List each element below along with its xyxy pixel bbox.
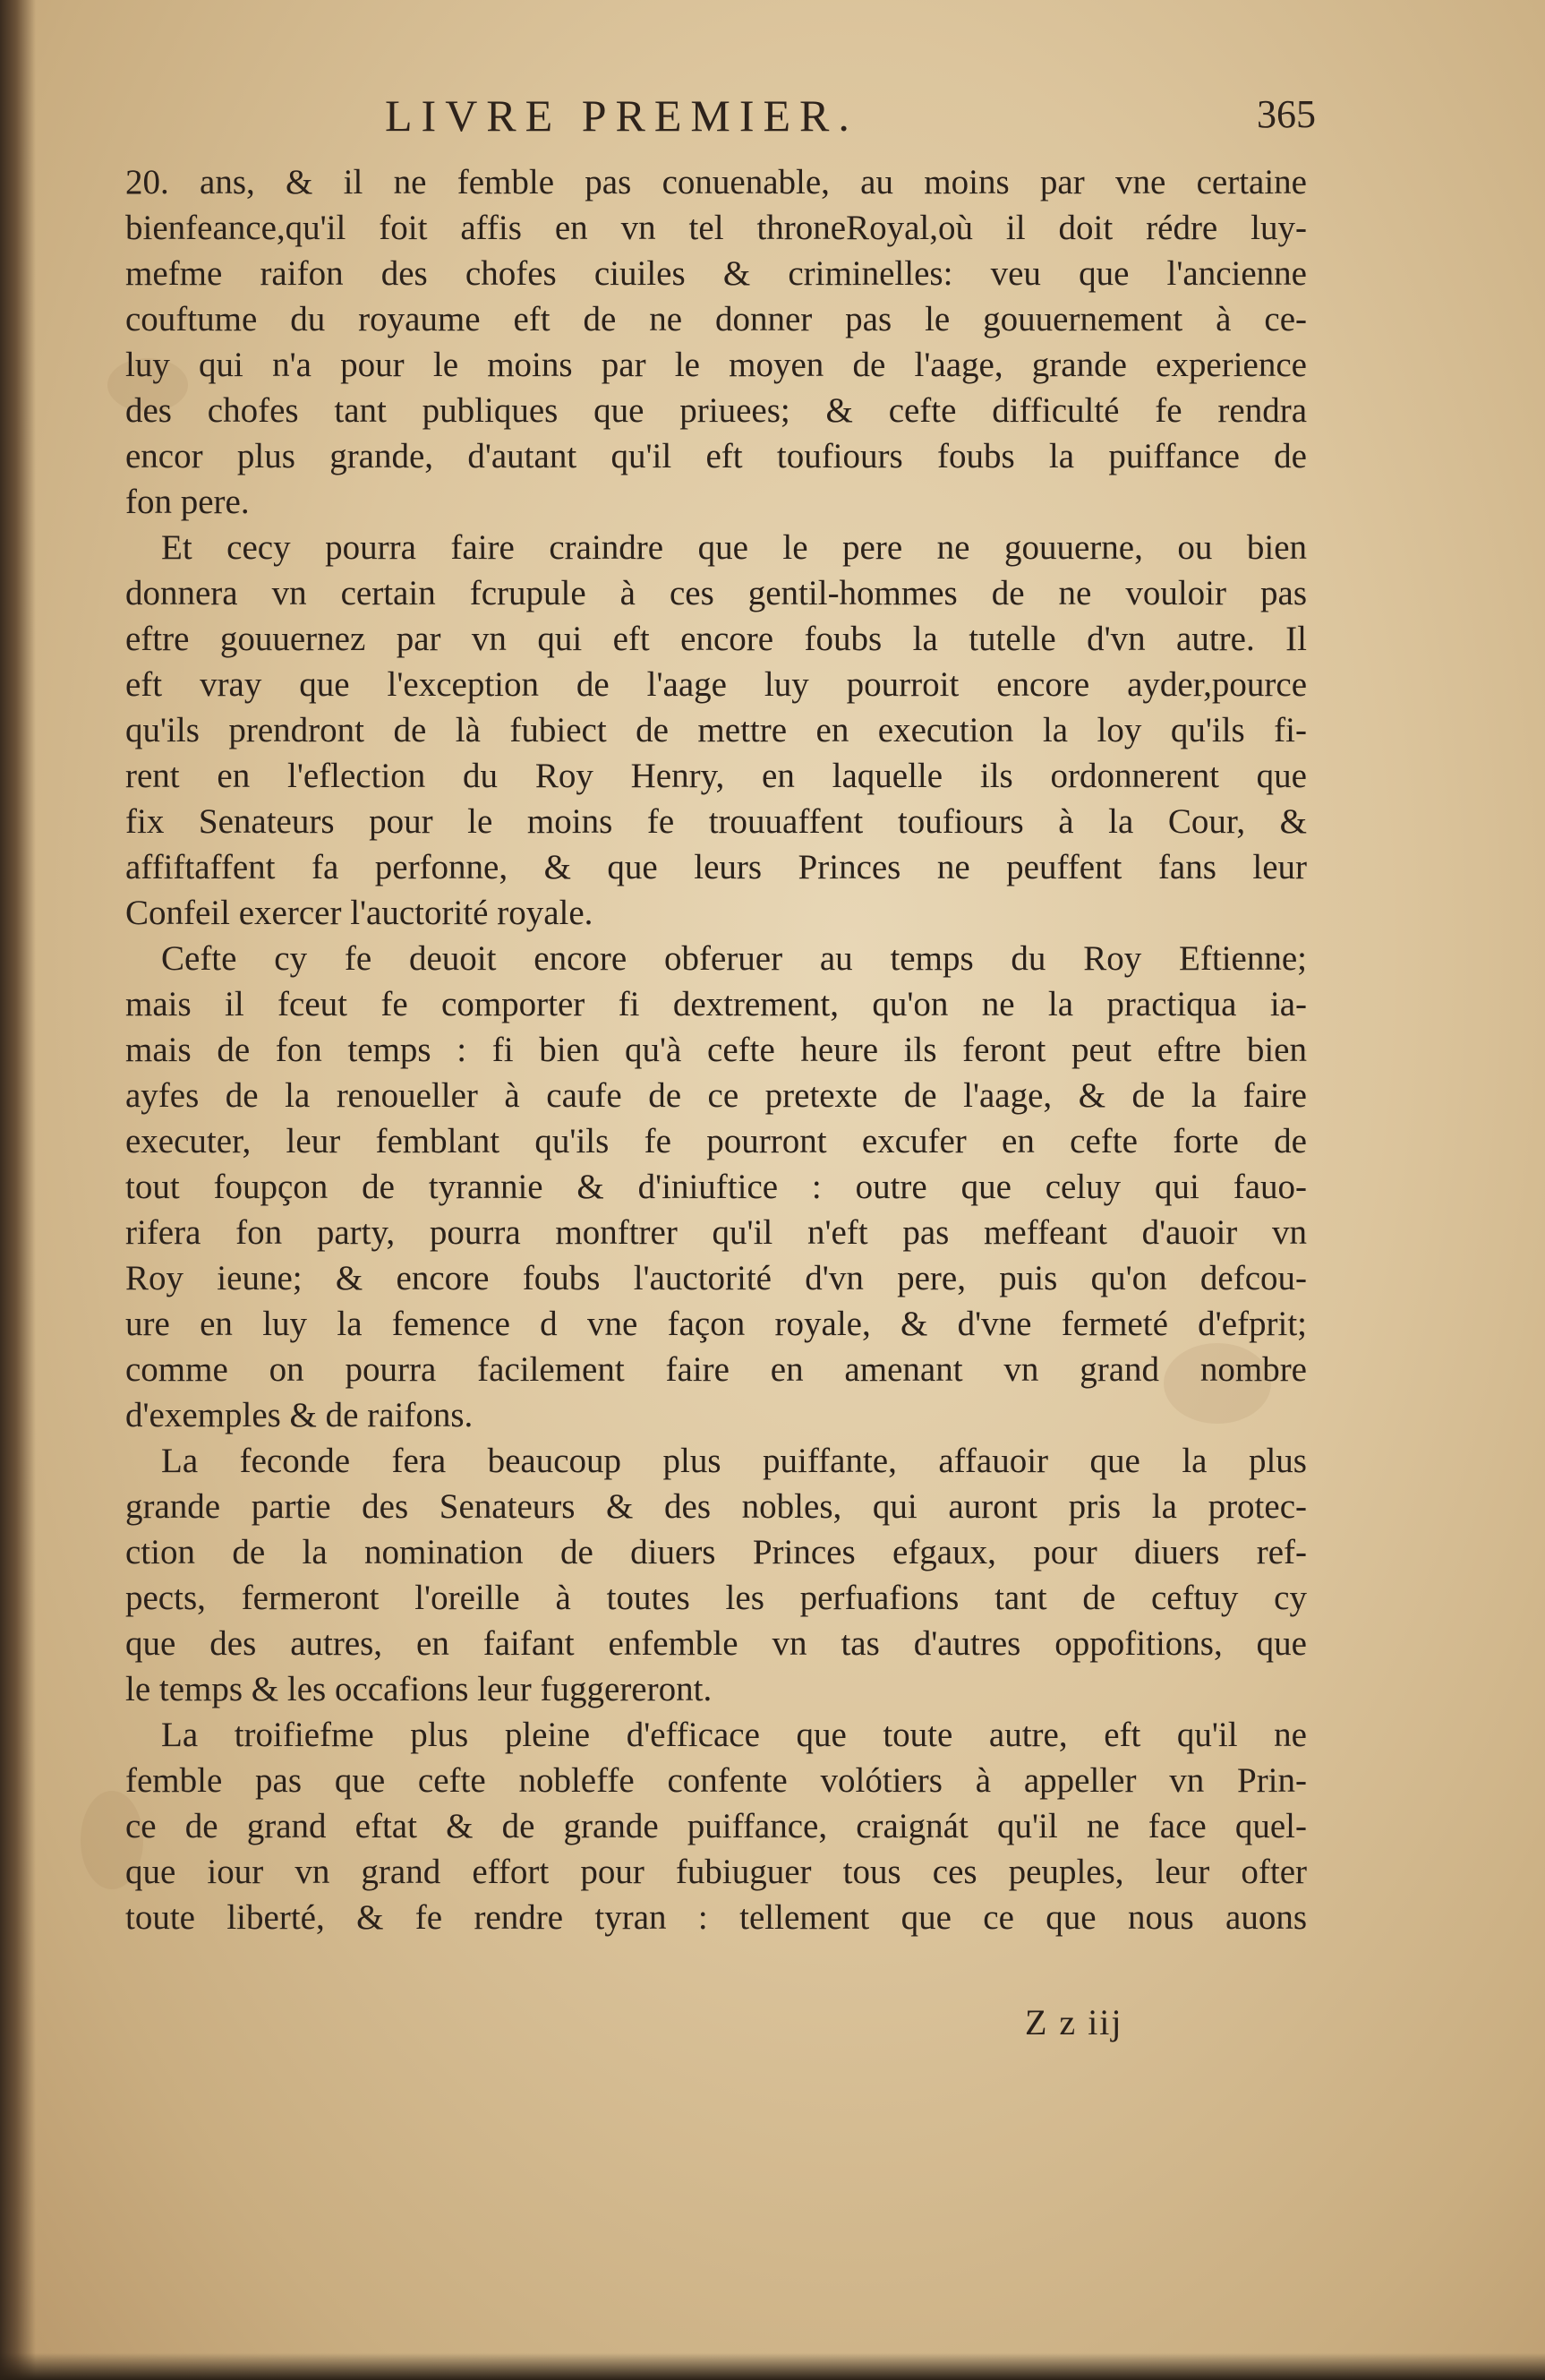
text-line: grande partie des Senateurs & des nobles, qui auront pris la protec- [125,1487,1307,1526]
text-line: que iour vn grand effort pour fubiuguer tous ces peuples, leur ofter [125,1853,1307,1891]
text-line: La troifiefme plus pleine d'efficace que toute autre, eft qu'il ne [161,1716,1307,1754]
text-line: donnera vn certain fcrupule à ces gentil-hommes de ne vouloir pas [125,574,1307,612]
text-line: mais de fon temps : fi bien qu'à cefte heure ils feront peut eftre bien [125,1031,1307,1069]
text-line: executer, leur femblant qu'ils fe pourront excufer en cefte forte de [125,1122,1307,1160]
text-line: Confeil exercer l'auctorité royale. [125,894,593,932]
body-text [125,159,1307,1940]
text-line: ayfes de la renoueller à caufe de ce pretexte de l'aage, & de la faire [125,1076,1307,1115]
text-line: d'exemples & de raifons. [125,1396,474,1434]
text-line: Roy ieune; & encore foubs l'auctorité d'vn pere, puis qu'on defcou- [125,1259,1307,1297]
text-line: fon pere. [125,483,250,521]
scan-left-edge [0,0,36,2380]
text-line: des chofes tant publiques que priuees; & cefte difficulté fe rendra [125,391,1307,430]
text-line: mais il fceut fe comporter fi dextrement, qu'on ne la practiqua ia- [125,985,1307,1023]
text-line: eftre gouuernez par vn qui eft encore foubs la tutelle d'vn autre. Il [125,620,1307,658]
text-line: La feconde fera beaucoup plus puiffante, affauoir que la plus [161,1442,1307,1480]
text-line: luy qui n'a pour le moins par le moyen de l'aage, grande experience [125,346,1307,384]
text-line: rifera fon party, pourra monftrer qu'il n'eft pas meffeant d'auoir vn [125,1213,1307,1252]
signature-mark: Z z iij [1025,2002,1123,2042]
running-head-title: LIVRE PREMIER. [385,90,858,141]
text-line: ure en luy la femence d vne façon royale, & d'vne fermeté d'efprit; [125,1305,1307,1343]
text-line: que des autres, en faifant enfemble vn tas d'autres oppofitions, que [125,1624,1307,1663]
text-line: mefme raifon des chofes ciuiles & criminelles: veu que l'ancienne [125,254,1307,293]
text-line: encor plus grande, d'autant qu'il eft toufiours foubs la puiffance de [125,437,1307,475]
text-line: fix Senateurs pour le moins fe trouuaffent toufiours à la Cour, & [125,802,1307,841]
text-line: Et cecy pourra faire craindre que le pere ne gouuerne, ou bien [161,528,1307,567]
text-line: tout foupçon de tyrannie & d'iniuftice : outre que celuy qui fauo- [125,1168,1307,1206]
text-line: couftume du royaume eft de ne donner pas le gouuernement à ce- [125,300,1307,338]
text-line: Cefte cy fe deuoit encore obferuer au temps du Roy Eftienne; [161,939,1307,978]
text-line: ce de grand eftat & de grande puiffance, craignát qu'il ne face quel- [125,1807,1307,1845]
text-line: ction de la nomination de diuers Princes efgaux, pour diuers ref- [125,1533,1307,1571]
running-head [134,90,1316,143]
text-line: qu'ils prendront de là fubiect de mettre en execution la loy qu'ils fi- [125,711,1307,749]
text-line: affiftaffent fa perfonne, & que leurs Princes ne peuffent fans leur [125,848,1307,886]
text-line: 20. ans, & il ne femble pas conuenable, au moins par vne certaine [125,163,1307,201]
page-number: 365 [1257,92,1316,136]
scan-bottom-edge [0,2353,1545,2380]
text-line: bienfeance,qu'il foit affis en vn tel throneRoyal,où il doit rédre luy- [125,209,1307,247]
text-line: rent en l'eflection du Roy Henry, en laquelle ils ordonnerent que [125,757,1307,795]
text-line: toute liberté, & fe rendre tyran : tellement que ce que nous auons [125,1898,1307,1937]
text-line: le temps & les occafions leur fuggereront. [125,1670,713,1708]
text-line: comme on pourra facilement faire en amenant vn grand nombre [125,1350,1307,1389]
text-line: femble pas que cefte nobleffe confente volótiers à appeller vn Prin- [125,1761,1307,1800]
text-line: eft vray que l'exception de l'aage luy pourroit encore ayder,pource [125,665,1307,704]
text-line: pects, fermeront l'oreille à toutes les perfuafions tant de ceftuy cy [125,1579,1307,1617]
